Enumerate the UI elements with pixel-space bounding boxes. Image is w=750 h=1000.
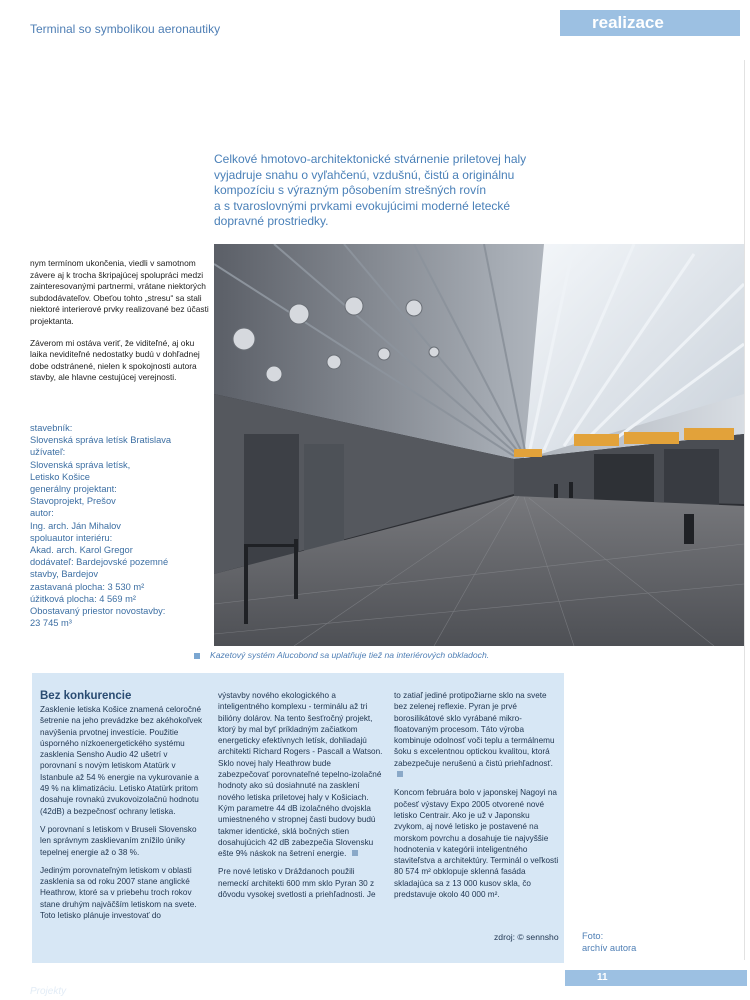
box-paragraph: Pre nové letisko v Dráždanoch použili nemeckí architekti 600 mm sklo Pyran 30 z dôvodu vysokej svetlosti a priehľadnosti. Je: [218, 867, 376, 900]
credit-line: Obostavaný priestor novostavby:: [30, 606, 166, 617]
footer-magazine-name: Projekty: [30, 986, 67, 997]
body-paragraph: Záverom mi ostáva veriť, že viditeľné, aj oku laika neviditeľné nedostatky budú v dohľadnej dobe odstránené, nielen k spokojnosti autora stavby, ale hlavne cestujúcej verejnosti.: [30, 337, 200, 383]
box-column-3: [394, 690, 559, 907]
lead-line: kompozíciu s výrazným pôsobením strešných rovín: [214, 183, 487, 197]
margin-rule: [744, 60, 745, 960]
box-title: Bez konkurencie: [40, 690, 132, 702]
credit-line: užívateľ:: [30, 447, 66, 458]
end-mark-icon: [352, 850, 358, 856]
box-paragraph: V porovnaní s letiskom v Bruseli Slovensko len správnym zasklievaním znížilo úniky tepelnej energie až o 38 %.: [40, 824, 197, 857]
photo-caption: [194, 650, 594, 660]
credit-line: dodávateľ: Bardejovské pozemné: [30, 557, 169, 568]
project-credits: [30, 422, 215, 629]
credit-line: Slovenská správa letísk,: [30, 459, 131, 470]
lead-paragraph: [214, 152, 544, 230]
credit-line: generálny projektant:: [30, 484, 117, 495]
photo-credit-line: archív autora: [582, 943, 637, 953]
section-label: realizace: [560, 10, 740, 36]
box-column-2: [218, 690, 383, 907]
box-source: zdroj: © sennsho: [494, 932, 559, 942]
box-paragraph: Koncom februára bolo v japonskej Nagoyi na počesť výstavy Expo 2005 otvorené nové letisko Centrair. Ako je už v Japonsku zvykom, aj nové letisko je postavené na morskom povrchu a dosahuje tie najvyššie hodnotenia v kategórii inteligentného staviteľstva a architektúry. Terminál o veľkosti 80 574 m² obklopuje sklenná fasáda skladajúca sa z 13 000 kusov skla, čo predstavuje okolo 40 000 m².: [394, 788, 559, 900]
terminal-interior-photo: [214, 244, 744, 646]
lead-line: Celkové hmotovo-architektonické stvárnenie priletovej haly: [214, 152, 527, 166]
left-column-text: [30, 258, 210, 394]
credit-line: Stavoprojekt, Prešov: [30, 496, 116, 507]
photo-credit-line: Foto:: [582, 931, 604, 941]
caption-text: Kazetový systém Alucobond sa uplatňuje tiež na interiérových obkladoch.: [210, 650, 490, 660]
page-header-title: Terminal so symbolikou aeronautiky: [30, 22, 221, 36]
box-paragraph: [218, 690, 383, 859]
box-paragraph: Zasklenie letiska Košice znamená celoročné šetrenie na jeho prevádzke bez akéhokoľvek navýšenia prvotnej investície. Použitie úsporného nízkoenergetického systému zasklenia Sensho Audio 42 ušetrí v porovnaní s novým letiskom Atatürk v Istanbule až 54 % energie na vykurovanie a 49 % na klimatizáciu. Letisko Atatürk pritom dosahuje rovnakú zvukovoizolačnú hodnotu (42dB) a bezpečnosť ochrany letiska.: [40, 705, 203, 816]
credit-line: Slovenská správa letísk Bratislava: [30, 435, 172, 446]
credit-line: autor:: [30, 508, 54, 519]
lead-line: vyjadruje snahu o vyľahčenú, vzdušnú, čistú a originálnu: [214, 167, 515, 182]
credit-line: zastavaná plocha: 3 530 m²: [30, 581, 145, 592]
lead-line: a s tvaroslovnými prvkami evokujúcimi moderné letecké: [214, 198, 511, 213]
photo-credit: [582, 930, 636, 954]
bullet-square-icon: [194, 653, 200, 659]
credit-line: Letisko Košice: [30, 471, 90, 482]
credit-line: Akad. arch. Karol Gregor: [30, 545, 133, 556]
credit-line: stavby, Bardejov: [30, 569, 99, 580]
body-paragraph: nym termínom ukončenia, viedli v samotnom závere aj k trocha škripajúcej spolupráci medzi zainteresovanými partnermi, vrátane niektorých subdodávateľov. Obeťou tohto „stresu“ sa stali niektoré interierové prvky realizované bez účasti projektanta.: [30, 258, 209, 326]
credit-line: 23 745 m³: [30, 618, 72, 629]
page-number: 11: [565, 970, 747, 986]
credit-line: stavebník:: [30, 423, 73, 433]
credit-line: úžitková plocha: 4 569 m²: [30, 593, 136, 604]
box-paragraph: [394, 690, 559, 780]
credit-line: Ing. arch. Ján Mihalov: [30, 520, 121, 531]
lead-line: dopravné prostriedky.: [214, 214, 329, 228]
box-column-1: [40, 704, 205, 928]
end-mark-icon: [397, 771, 403, 777]
box-paragraph: Jediným porovnateľným letiskom v oblasti zasklenia sa od roku 2007 stane anglické Heathrow, ktoré sa v priebehu troch rokov stane druhým najväčším letiskom na svete. Toto letisko plánuje investovať do: [40, 865, 197, 921]
credit-line: spoluautor interiéru:: [30, 532, 113, 543]
box-paragraph-text: výstavby nového ekologického a inteligentného komplexu - terminálu až tri bilióny dolárov. Na tento šesťročný projekt, ktorý by mal byť príkladným začiatkom energeticky efektívnych letísk, dohliadajú architekti Richard Rogers - Pascall a Watson. Sklo novej haly Heathrow bude zabezpečovať porovnateľné tepelno-izolačné hodnoty ako sú dosiahnuté na zasklení nového letiska priletovej haly v Košiciach. Kým parametre 44 dB izolačného dvojskla umiestneného v stropnej časti budovy budú takmer identické, sklá bočných stien dosahujúcich 42 dB zabezpečia Slovensku ešte 9% náskok na šetrení energie.: [218, 691, 383, 859]
box-paragraph-text: to zatiaľ jediné protipožiarne sklo na svete bez zelenej reflexie. Pyran je prvé borosilikátové sklo vyrábané mikro-floatovaným procesom. Táto výroba kombinuje odolnosť voči teplu a termálnemu šoku s excelentnou optickou kvalitou, ktorá zabezpečuje nerušenú a čistú priehľadnosť.: [394, 691, 555, 768]
